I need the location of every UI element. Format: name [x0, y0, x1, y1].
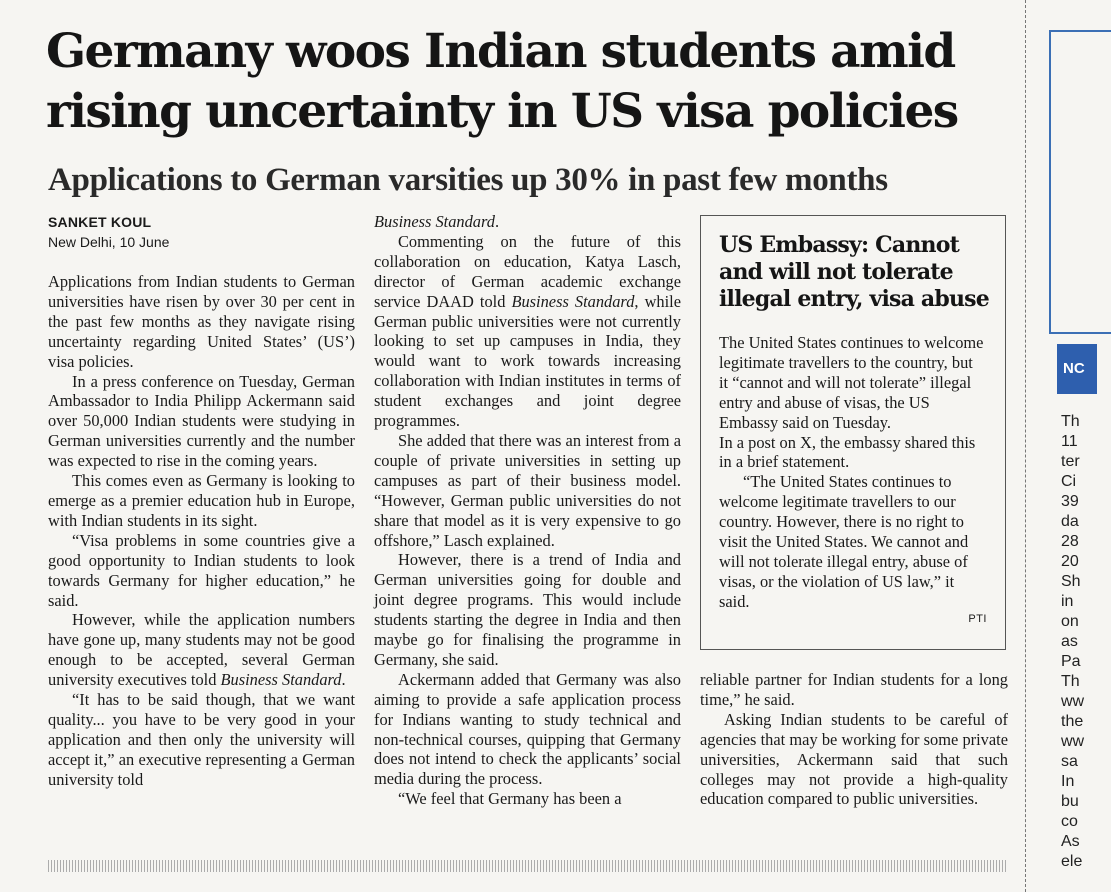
paragraph: reliable partner for Indian students for a long time,” he said. [700, 670, 1008, 709]
box-paragraph: “The United States continues to welcome legitimate travellers to our country. However, there is no right to visit the United States. We cannot and will not tolerate illegal entry, abuse of visas, or the violation of US law,” it said. [719, 472, 969, 611]
adjacent-line: da [1061, 513, 1079, 530]
adjacent-line: 20 [1061, 553, 1079, 570]
column-rule [1025, 0, 1026, 892]
adjacent-line: in [1061, 593, 1074, 610]
adjacent-line: 11 [1061, 433, 1078, 450]
publication-name: Business Standard [511, 291, 635, 311]
paragraph-text: Commenting on the future of this collaboration on education, Katya Lasch, director of German academic exchange service DAAD told [374, 231, 681, 311]
subheadline: Applications to German varsities up 30% in past few months [48, 162, 888, 198]
paragraph: “Visa problems in some countries give a good opportunity to Indian students to look towards Germany for higher education,” he said. [48, 530, 355, 610]
paragraph-text: However, while the application numbers have gone up, many students may not be good enough to be accepted, several German university executives told [48, 610, 355, 690]
adjacent-line: 28 [1061, 533, 1079, 550]
adjacent-frame [1049, 30, 1111, 334]
headline-line-2: rising uncertainty in US visa policies [46, 84, 958, 139]
adjacent-line: ww [1061, 693, 1085, 710]
paragraph: Applications from Indian students to German universities have risen by over 30 per cent in the past few months as they navigate rising uncertainty regarding United States’ (US’) visa policies. [48, 272, 355, 371]
paragraph-text: while German public universities were not currently looking to set up campuses in India, they would want to work towards increasing collaboration with Indian institutes in terms of student exchanges and joint degree programmes. [374, 291, 681, 431]
sidebar-box [700, 215, 1006, 650]
byline [48, 212, 169, 252]
paragraph: However, while the application numbers have gone up, many students may not be good enough to be accepted, several German university executives told Business Standard. [48, 610, 355, 690]
adjacent-line: ww [1061, 733, 1085, 750]
paragraph: Business Standard. [374, 212, 500, 231]
paragraph: She added that there was an interest from a couple of private universities in setting up campuses as part of their business model. “However, German public universities do not share that model as it is very expensive to go offshore,” Lasch explained. [374, 430, 681, 550]
author-name: SANKET KOUL [48, 214, 152, 230]
dateline: New Delhi, 10 June [48, 234, 170, 250]
headline-line-1: Germany woos Indian students amid [46, 24, 955, 79]
paragraph: “It has to be said though, that we want quality... you have to be very good in your application and then only the university will accept it,” an executive representing a German university told [48, 690, 355, 789]
adjacent-line: sa [1061, 753, 1078, 770]
adjacent-line: In [1061, 773, 1075, 790]
paragraph: “We feel that Germany has been a [398, 789, 622, 809]
paragraph: However, there is a trend of India and German universities going for double and joint degree programs. This would include students starting the degree in India and then maybe go for finalising the programme in Germany, she said. [374, 550, 681, 669]
box-title: US Embassy: Cannot and will not tolerate illegal entry, visa abuse [719, 232, 989, 312]
news-agency-credit: PTI [968, 613, 987, 625]
publication-name: Business Standard [374, 212, 495, 231]
publication-name: Business Standard [220, 670, 342, 690]
paragraph: Ackermann added that Germany was also aiming to provide a safe application process for Indians wanting to study technical and non-technical courses, quipping that Germany does not intend to check the applicants’ social media during the process. [374, 669, 681, 789]
paragraph: In a press conference on Tuesday, German Ambassador to India Philipp Ackermann said over 50,000 Indian students were studying in German universities currently and the number was expected to rise in the coming years. [48, 371, 355, 471]
article-column-1 [48, 272, 355, 790]
headline [46, 22, 1006, 142]
adjacent-line: Ci [1061, 473, 1077, 490]
paragraph: Asking Indian students to be careful of agencies that may be working for some private universities, Ackermann said that such colleges may not provide a high-quality education compared to public universities. [700, 709, 1008, 809]
paragraph: This comes even as Germany is looking to emerge as a premier education hub in Europe, with Indian students in its sight. [48, 471, 355, 530]
article-column-2 [374, 212, 681, 809]
adjacent-line: the [1061, 713, 1084, 730]
box-paragraph: The United States continues to welcome legitimate travellers to the country, but it “cannot and will not tolerate” illegal entry and abuse of visas, the US Embassy said on Tuesday. [719, 333, 984, 432]
article-column-3 [700, 670, 1008, 809]
hatched-divider [48, 860, 1008, 872]
adjacent-line: as [1061, 633, 1078, 650]
adjacent-article [1043, 0, 1085, 892]
adjacent-line: ele [1061, 853, 1083, 870]
adjacent-line: Th [1061, 413, 1080, 430]
adjacent-line: ter [1061, 453, 1080, 470]
box-paragraph: In a post on X, the embassy shared this in a brief statement. [719, 432, 976, 472]
adjacent-line: As [1061, 833, 1080, 850]
adjacent-line: Sh [1061, 573, 1081, 590]
adjacent-line: co [1061, 813, 1078, 830]
adjacent-line: Th [1061, 673, 1080, 690]
adjacent-text [1061, 412, 1084, 872]
adjacent-line: bu [1061, 793, 1079, 810]
adjacent-line: on [1061, 613, 1079, 630]
box-body [719, 333, 985, 612]
adjacent-section-tag: NC [1057, 344, 1097, 394]
adjacent-line: 39 [1061, 493, 1079, 510]
paragraph: Commenting on the future of this collaboration on education, Katya Lasch, director of German academic exchange service DAAD told Business Standard, while German public universities were not currently looking to set up campuses in India, they would want to work towards increasing collaboration with Indian institutes in terms of student exchanges and joint degree programmes. [374, 231, 681, 431]
adjacent-line: Pa [1061, 653, 1081, 670]
